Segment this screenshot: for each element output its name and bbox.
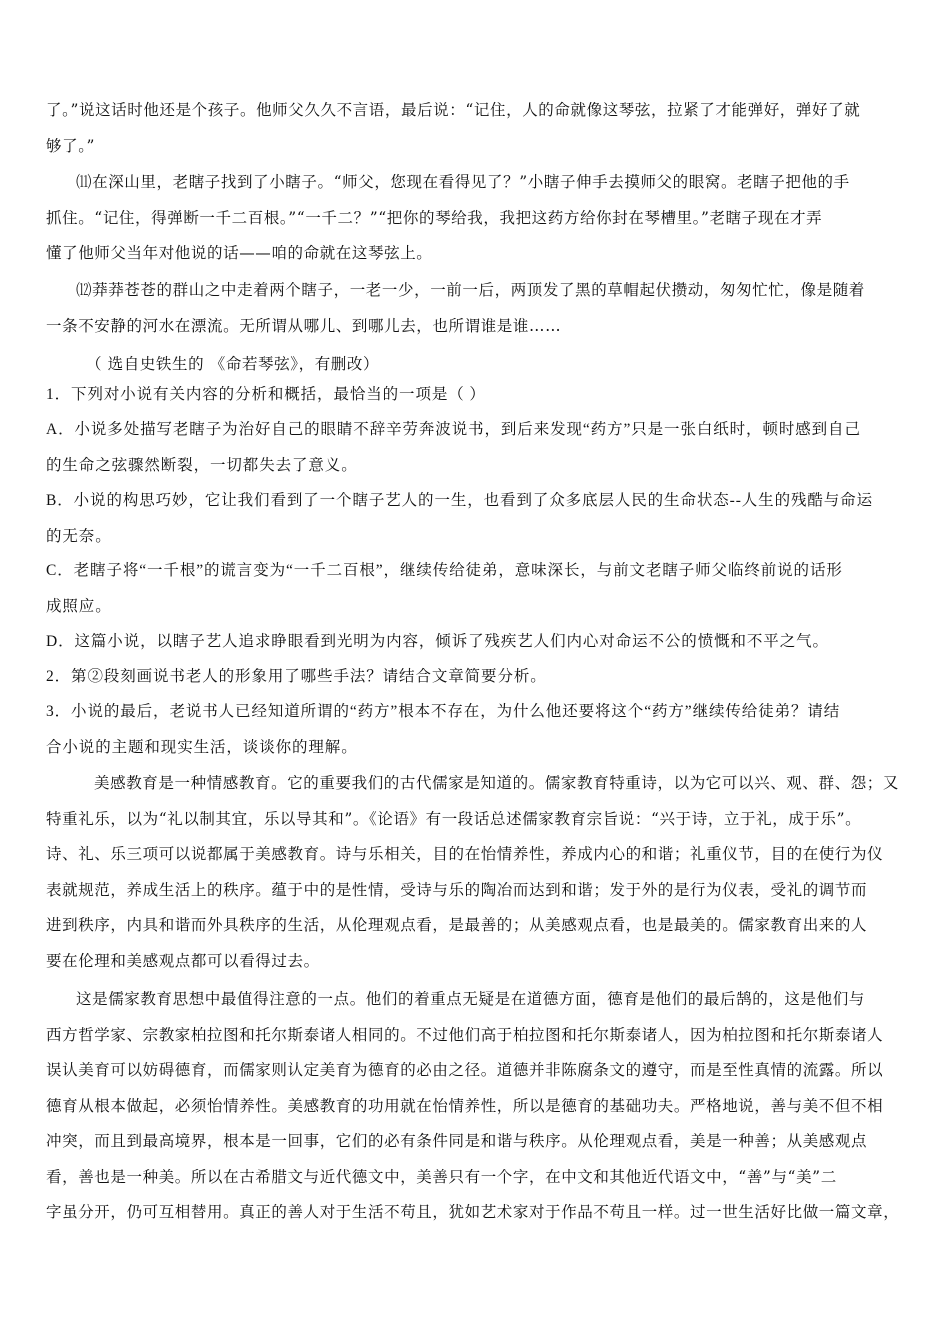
text-line: 冲突，而且到最高境界，根本是一回事，它们的必有条件同是和谐与秩序。从伦理观点看，美是一种善；从美感观点	[46, 1132, 868, 1150]
text-line: 一条不安静的河水在漂流。无所谓从哪儿、到哪儿去，也所谓谁是谁……	[46, 316, 562, 335]
story-paragraph-12	[46, 273, 908, 344]
text-line: 懂了他师父当年对他说的话——咱的命就在这琴弦上。	[46, 244, 433, 262]
text-line: 成照应。	[46, 597, 112, 615]
question-3	[46, 694, 908, 765]
text-line: 德育从根本做起，必须怡情养性。美感教育的功用就在怡情养性，所以是德育的基础功夫。严格地说，善与美不但不相	[46, 1096, 884, 1115]
text-line: D．这篇小说，以瞎子艺人追求睁眼看到光明为内容，倾诉了残疾艺人们内心对命运不公的愤慨和不平之气。	[46, 633, 829, 650]
question-text: 2．第②段刻画说书老人的形象用了哪些手法？请结合文章简要分析。	[46, 668, 547, 685]
text-line: 进到秩序，内具和谐而外具秩序的生活，从伦理观点看，是最善的；从美感观点看，也是最美的。儒家教育出来的人	[46, 916, 868, 934]
text-line: 的生命之弦骤然断裂，一切都失去了意义。	[46, 456, 358, 474]
option-b	[46, 483, 908, 554]
text-line: 抓住。“记住，得弹断一千二百根。”“一千二？”“把你的琴给我，我把这药方给你封在琴槽里。”老瞎子现在才弄	[46, 208, 823, 227]
text-line: A．小说多处描写老瞎子为治好自己的眼睛不辞辛劳奔波说书，到后来发现“药方”只是一张白纸时，顿时感到自己	[46, 421, 861, 438]
option-c	[46, 553, 908, 624]
text-line: B．小说的构思巧妙，它让我们看到了一个瞎子艺人的一生，也看到了众多底层人民的生命状态--人生的残酷与命运	[46, 492, 873, 509]
text-line: ⑾在深山里，老瞎子找到了小瞎子。“师父，您现在看得见了？”小瞎子伸手去摸师父的眼窝。老瞎子把他的手	[76, 173, 850, 191]
source-note: （ 选自史铁生的 《命若琴弦》，有删改）	[86, 355, 380, 373]
question-2	[46, 659, 908, 695]
option-d	[46, 624, 908, 660]
text-line: 的无奈。	[46, 527, 112, 545]
text-line: 了。”说这话时他还是个孩子。他师父久久不言语，最后说：“记住，人的命就像这琴弦，拉紧了才能弹好，弹好了就	[46, 101, 861, 119]
question-1	[46, 377, 908, 413]
question-text: 1．下列对小说有关内容的分析和概括，最恰当的一项是（ ）	[46, 386, 486, 403]
text-line: 误认美育可以妨碍德育，而儒家则认定美育为德育的必由之径。道德并非陈腐条文的遵守，而是至性真情的流露。所以	[46, 1061, 884, 1079]
text-line: 西方哲学家、宗教家柏拉图和托尔斯泰诸人相同的。不过他们高于柏拉图和托尔斯泰诸人，因为柏拉图和托尔斯泰诸人	[46, 1025, 884, 1044]
text-line: C．老瞎子将“一千根”的谎言变为“一千二百根”，继续传给徒弟，意味深长，与前文老瞎子师父临终前说的话形	[46, 562, 843, 579]
text-line: 3．小说的最后，老说书人已经知道所谓的“药方”根本不存在，为什么他还要将这个“药方”继续传给徒弟？请结	[46, 703, 841, 720]
text-line: 字虽分开，仍可互相替用。真正的善人对于生活不苟且，犹如艺术家对于作品不苟且一样。过一世生活好比做一篇文章，	[46, 1203, 900, 1221]
text-line: ⑿莽莽苍苍的群山之中走着两个瞎子，一老一少，一前一后，两顶发了黑的草帽起伏攒动，匆匆忙忙，像是随着	[76, 281, 865, 299]
option-a	[46, 412, 908, 483]
essay-paragraph-2	[46, 982, 908, 1231]
essay-paragraph-1	[46, 766, 908, 979]
text-line: 这是儒家教育思想中最值得注意的一点。他们的着重点无疑是在道德方面，德育是他们的最后鹄的，这是他们与	[76, 990, 865, 1008]
text-line: 诗、礼、乐三项可以说都属于美感教育。诗与乐相关，目的在怡情养性，养成内心的和谐；礼重仪节，目的在使行为仪	[46, 845, 884, 863]
text-line: 够了。”	[46, 136, 96, 155]
text-line: 要在伦理和美感观点都可以看得过去。	[46, 951, 320, 970]
text-line: 表就规范，养成生活上的秩序。蕴于中的是性情，受诗与乐的陶冶而达到和谐；发于外的是行为仪表，受礼的调节而	[46, 880, 868, 899]
story-paragraph-end	[46, 93, 908, 164]
text-line: 合小说的主题和现实生活，谈谈你的理解。	[46, 738, 358, 756]
text-line: 美感教育是一种情感教育。它的重要我们的古代儒家是知道的。儒家教育特重诗，以为它可以兴、观、群、怨；又	[94, 774, 900, 792]
text-line: 看，善也是一种美。所以在古希腊文与近代德文中，美善只有一个字，在中文和其他近代语文中，“善”与“美”二	[46, 1167, 837, 1186]
story-paragraph-11	[46, 165, 908, 272]
text-line: 特重礼乐，以为“礼以制其宜，乐以导其和”。《论语》有一段话总述儒家教育宗旨说：“兴于诗，立于礼，成于乐”。	[46, 809, 862, 828]
